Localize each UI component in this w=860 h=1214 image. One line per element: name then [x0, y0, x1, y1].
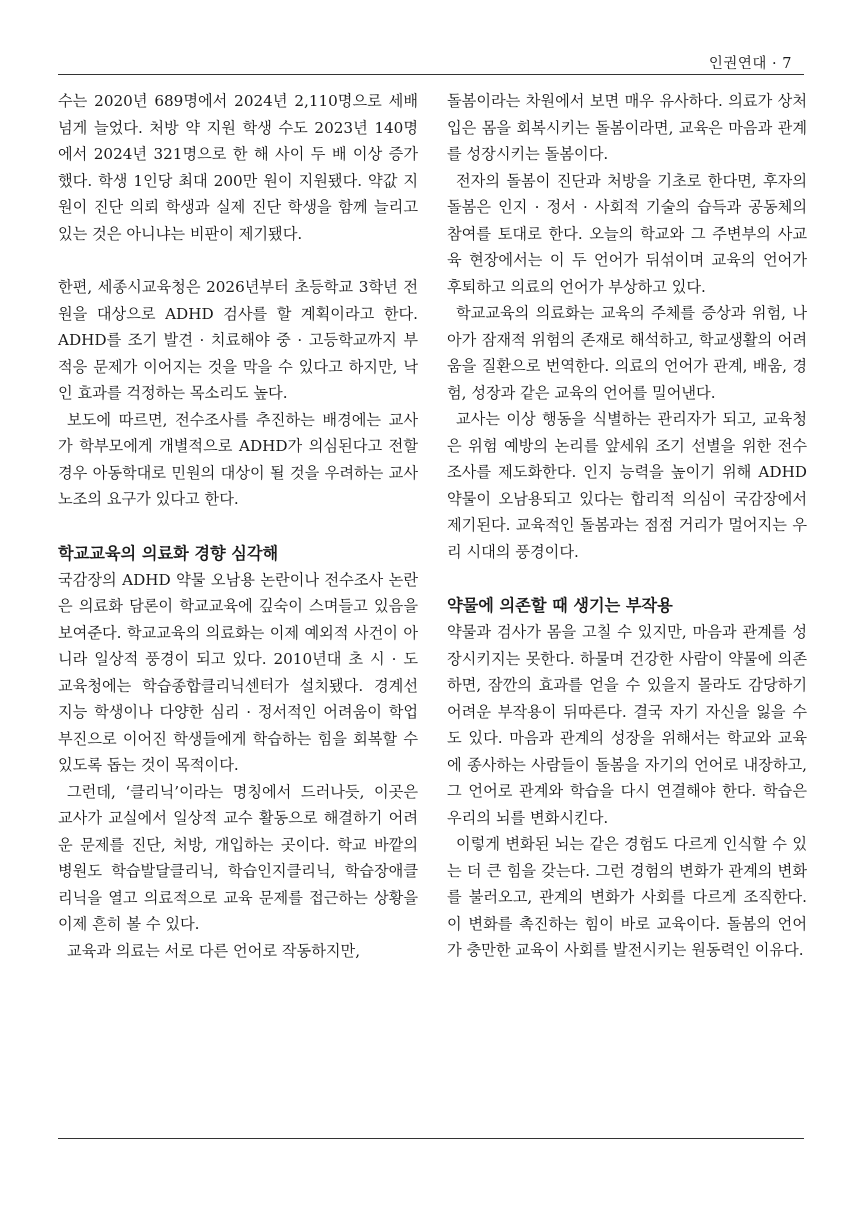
right-paragraph-6: 이렇게 변화된 뇌는 같은 경험도 다르게 인식할 수 있는 더 큰 힘을 갖는다. 그런 경험의 변화가 관계의 변화를 불러오고, 관계의 변화가 사회를 다르게 조직한다. 이 변화를 촉진하는 힘이 바로 교육이다. 돌봄의 언어가 충만한 교육이 사회를 발전시키는 원동력인 이유다.	[447, 835, 807, 959]
paragraph-gap	[58, 513, 418, 540]
left-paragraph-2: 한편, 세종시교육청은 2026년부터 초등학교 3학년 전원을 대상으로 ADHD 검사를 할 계획이라고 한다. ADHD를 조기 발견 · 치료해야 중 · 고등학교까지 부적응 문제가 이어지는 것을 막을 수 있다고 하지만, 낙인 효과를 걱정하는 목소리도 높다.	[58, 278, 418, 402]
left-paragraph-4: 국감장의 ADHD 약물 오남용 논란이나 전수조사 논란은 의료화 담론이 학교교육에 깊숙이 스며들고 있음을 보여준다. 학교교육의 의료화는 이제 예외적 사건이 아니라 일상적 풍경이 되고 있다. 2010년대 초 시 · 도 교육청에는 학습종합클리닉센터가 설치됐다. 경계선 지능 학생이나 다양한 심리 · 정서적인 어려움이 학업 부진으로 이어진 학생들에게 학습하는 힘을 회복할 수 있도록 돕는 것이 목적이다.	[58, 570, 418, 774]
left-paragraph-1: 수는 2020년 689명에서 2024년 2,110명으로 세배 넘게 늘었다. 처방 약 지원 학생 수도 2023년 140명에서 2024년 321명으로 한 해 사이 두 배 이상 증가했다. 학생 1인당 최대 200만 원이 지원됐다. 약값 지원이 진단 의뢰 학생과 실제 진단 학생을 함께 늘리고 있는 것은 아니냐는 비판이 제기됐다.	[58, 92, 418, 243]
left-column	[58, 88, 418, 964]
left-paragraph-3: 보도에 따르면, 전수조사를 추진하는 배경에는 교사가 학부모에게 개별적으로 ADHD가 의심된다고 전할 경우 아동학대로 민원의 대상이 될 것을 우려하는 교사노조의 요구가 있다고 한다.	[58, 410, 418, 508]
right-paragraph-4: 교사는 이상 행동을 식별하는 관리자가 되고, 교육청은 위험 예방의 논리를 앞세워 조기 선별을 위한 전수조사를 제도화한다. 인지 능력을 높이기 위해 ADHD 약물이 오남용되고 있다는 합리적 의심이 국감장에서 제기된다. 교육적인 돌봄과는 점점 거리가 멀어지는 우리 시대의 풍경이다.	[447, 410, 807, 561]
footer-divider	[58, 1138, 804, 1139]
paragraph-gap	[58, 247, 418, 274]
right-column	[447, 88, 807, 964]
paragraph-gap	[447, 565, 807, 592]
right-paragraph-5: 약물과 검사가 몸을 고칠 수 있지만, 마음과 관계를 성장시키지는 못한다. 하물며 건강한 사람이 약물에 의존하면, 잠깐의 효과를 얻을 수 있을지 몰라도 감당하기 어려운 부작용이 뒤따른다. 결국 자기 자신을 잃을 수도 있다. 마음과 관계의 성장을 위해서는 학교와 교육에 종사하는 사람들이 돌봄을 자기의 언어로 내장하고, 그 언어로 관계와 학습을 다시 연결해야 한다. 학습은 우리의 뇌를 변화시킨다.	[447, 623, 807, 827]
section-heading-side-effects: 약물에 의존할 때 생기는 부작용	[447, 596, 673, 615]
left-paragraph-6: 교육과 의료는 서로 다른 언어로 작동하지만,	[67, 941, 361, 960]
running-title: 인권연대 · 7	[708, 56, 792, 72]
right-paragraph-3: 학교교육의 의료화는 교육의 주체를 증상과 위험, 나아가 잠재적 위험의 존재로 해석하고, 학교생활의 어려움을 질환으로 번역한다. 의료의 언어가 관계, 배움, 경험, 성장과 같은 교육의 언어를 밀어낸다.	[447, 304, 807, 402]
left-paragraph-5: 그런데, ‘클리닉’이라는 명칭에서 드러나듯, 이곳은 교사가 교실에서 일상적 교수 활동으로 해결하기 어려운 문제를 진단, 처방, 개입하는 곳이다. 학교 바깥의 병원도 학습발달클리닉, 학습인지클리닉, 학습장애클리닉을 열고 의료적으로 교육 문제를 접근하는 상황을 이제 흔히 볼 수 있다.	[58, 782, 418, 933]
right-paragraph-2: 전자의 돌봄이 진단과 처방을 기초로 한다면, 후자의 돌봄은 인지 · 정서 · 사회적 기술의 습득과 공동체의 참여를 토대로 한다. 오늘의 학교와 그 주변부의 사교육 현장에서는 이 두 언어가 뒤섞이며 교육의 언어가 후퇴하고 의료의 언어가 부상하고 있다.	[447, 171, 807, 296]
page-header	[58, 52, 804, 75]
section-heading-medicalization: 학교교육의 의료화 경향 심각해	[58, 543, 279, 563]
right-paragraph-1: 돌봄이라는 차원에서 보면 매우 유사하다. 의료가 상처 입은 몸을 회복시키는 돌봄이라면, 교육은 마음과 관계를 성장시키는 돌봄이다.	[447, 92, 807, 163]
